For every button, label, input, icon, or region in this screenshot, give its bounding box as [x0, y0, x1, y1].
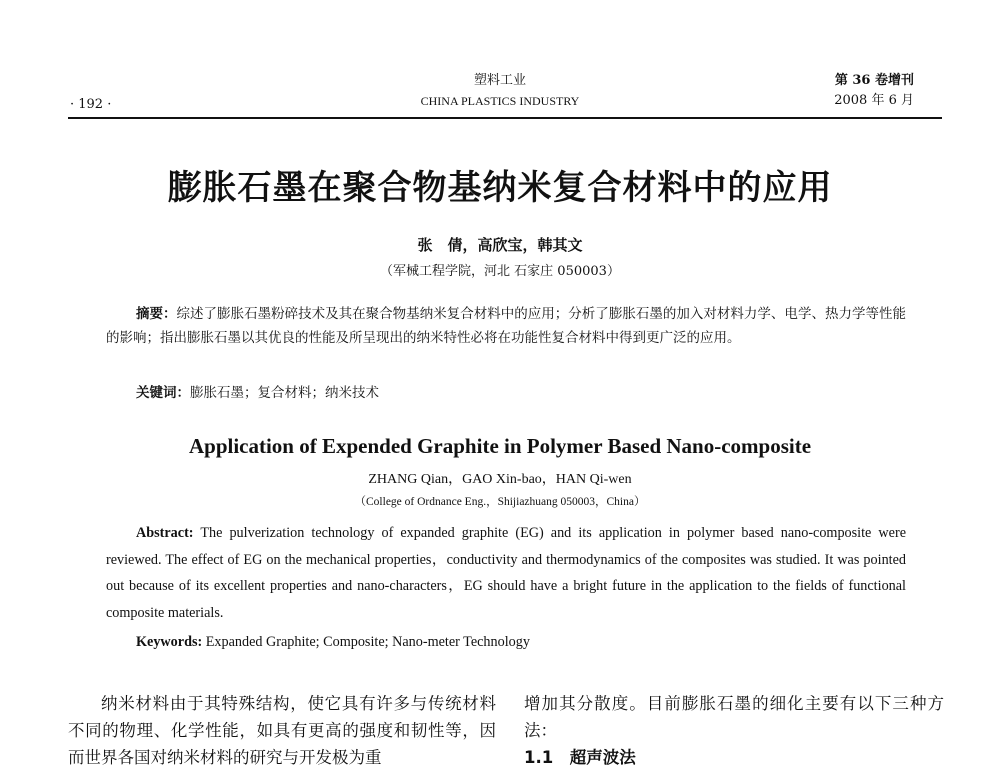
affiliation-en: （College of Ordnance Eng.，Shijiazhuang 050003，China） — [354, 496, 646, 508]
keywords-en-text: Expanded Graphite; Composite; Nano-meter Technology — [202, 634, 530, 650]
body-column-left: 纳米材料由于其特殊结构，使它具有许多与传统材料不同的物理、化学性能，如具有更高的强度和韧性等，因而世界各国对纳米材料的研究与开发极为重 — [68, 694, 496, 767]
keywords-cn-text: 膨胀石墨；复合材料；纳米技术 — [190, 385, 379, 401]
title-cn: 膨胀石墨在聚合物基纳米复合材料中的应用 — [167, 168, 833, 208]
authors-en: ZHANG Qian，GAO Xin-bao，HAN Qi-wen — [368, 472, 632, 487]
authors-cn: 张 倩，高欣宝，韩其文 — [417, 236, 583, 254]
keywords-cn-label: 关键词： — [136, 385, 190, 401]
header-rule — [68, 117, 942, 119]
abstract-en — [106, 520, 906, 626]
abstract-cn-text: 综述了膨胀石墨粉碎技术及其在聚合物基纳米复合材料中的应用；分析了膨胀石墨的加入对材料力学、电学、热力学等性能的影响；指出膨胀石墨以其优良的性能及所呈现出的纳米特性必将在功能性复合材料中得到更广泛的应用。 — [106, 306, 907, 346]
abstract-cn-label: 摘要： — [136, 306, 177, 322]
abstract-en-label: Abstract: — [136, 525, 194, 541]
abstract-cn — [106, 302, 906, 350]
journal-name-en: CHINA PLASTICS INDUSTRY — [420, 94, 580, 108]
keywords-en-label: Keywords: — [136, 634, 203, 650]
abstract-en-text: The pulverization technology of expanded graphite (EG) and its application in polymer based nano-composite were reviewed. The effect of EG on the mechanical properties，conductivity and thermodynamics of the composites was studied. It was pointed out because of its excellent properties and nano-characters，EG should have a bright future in the application to the fields of functional composite materials. — [106, 525, 906, 621]
title-en: Application of Expended Graphite in Polymer Based Nano-composite — [188, 434, 812, 458]
journal-name-cn: 塑料工业 — [473, 73, 526, 88]
volume-label: 第 36 卷增刊 — [834, 73, 914, 88]
body-right-text: 增加其分散度。目前膨胀石墨的细化主要有以下三种方法： — [524, 694, 944, 740]
section-heading: 1.1 超声波法 — [524, 748, 636, 767]
issue-date: 2008 年 6 月 — [834, 93, 914, 108]
page-number: · 192 · — [70, 97, 112, 112]
body-column-right — [524, 690, 944, 771]
keywords-en — [136, 634, 906, 651]
affiliation-cn: （军械工程学院，河北 石家庄 050003） — [380, 264, 620, 279]
keywords-cn — [136, 381, 906, 405]
